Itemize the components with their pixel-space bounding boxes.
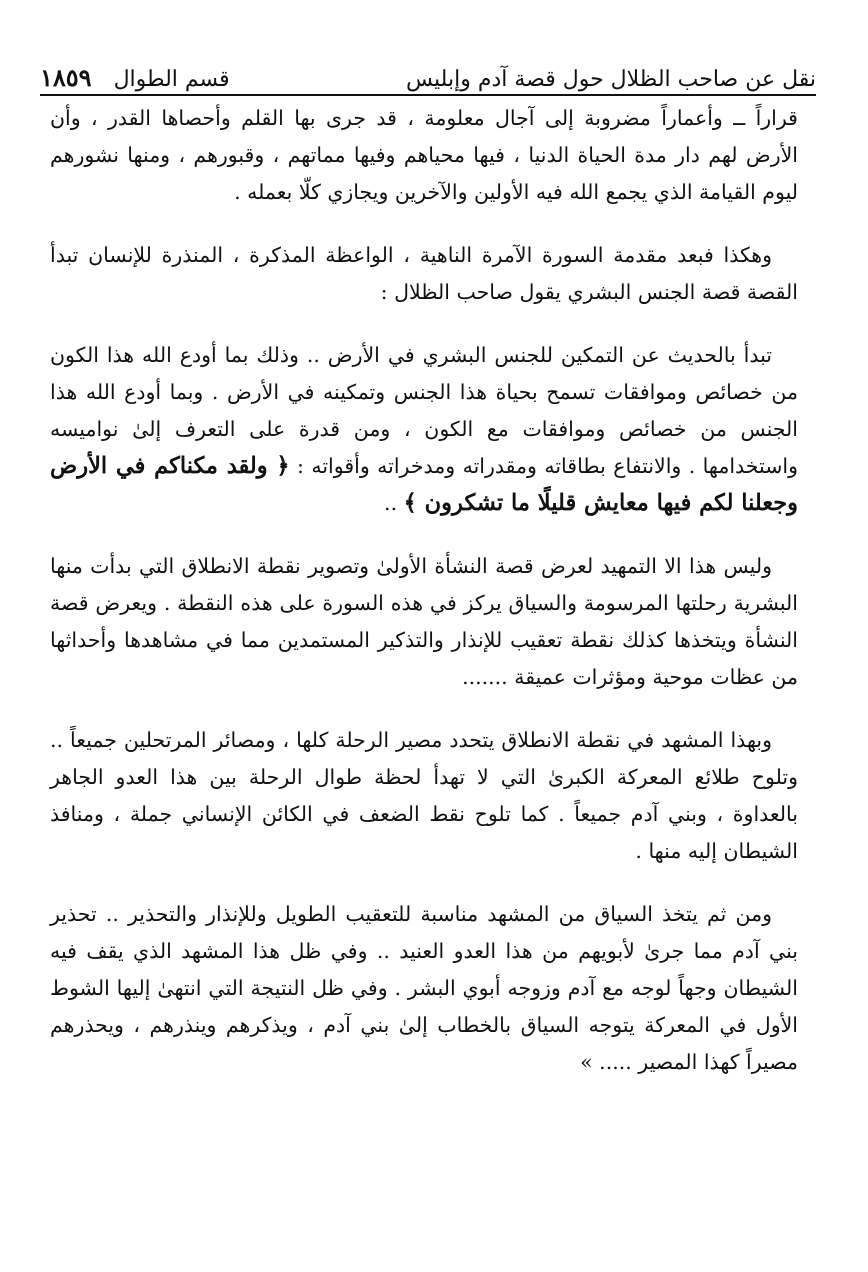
page-header [40,58,816,92]
paragraph-3-after: .. [384,491,398,515]
running-title: نقل عن صاحب الظلال حول قصة آدم وإبليس [406,67,816,92]
page-number: ١٨٥٩ [40,63,92,92]
page-info [40,63,230,92]
paragraph-3 [50,337,798,522]
paragraph-4: وليس هذا الا التمهيد لعرض قصة النشأة الأولىٰ وتصوير نقطة الانطلاق التي بدأت منها البشرية رحلتها المرسومة والسياق يركز في هذه السورة على هذه النقطة . ويعرض قصة النشأة ويتخذها كذلك نقطة تعقيب للإنذار والتذكير المستمدين مما في مشاهدها وأحداثها من عظات موحية ومؤثرات عميقة ....... [50,554,798,689]
section-label: قسم الطوال [113,67,230,92]
body-text [50,100,798,1107]
header-divider [40,94,816,96]
paragraph-5: وبهذا المشهد في نقطة الانطلاق يتحدد مصير الرحلة كلها ، ومصائر المرتحلين جميعاً .. وتلوح طلائع المعركة الكبرىٰ التي لا تهدأ لحظة طوال الرحلة بين هذا العدو الجاهر بالعداوة ، وبني آدم جميعاً . كما تلوح نقط الضعف في الكائن الإنساني جملة ، ومنافذ الشيطان إليه منها . [50,728,798,863]
paragraph-3-text: تبدأ بالحديث عن التمكين للجنس البشري في الأرض .. وذلك بما أودع الله هذا الكون من خصائص وموافقات تسمح بحياة هذا الجنس وتمكينه في الأرض . وبما أودع الله هذا الجنس من خصائص وموافقات مع الكون ، ومن قدرة على التعرف إلىٰ نواميسه واستخدامها . والانتفاع بطاقاته ومقدراته ومدخراته وأقواته : [50,343,798,478]
paragraph-1: قراراً ــ وأعماراً مضروبة إلى آجال معلومة ، قد جرى بها القلم وأحصاها القدر ، وأن الأرض لهم دار مدة الحياة الدنيا ، فيها محياهم وفيها مماتهم ، وقبورهم ، ومنها نشورهم ليوم القيامة الذي يجمع الله فيه الأولين والآخرين ويجازي كلّا بعمله . [50,106,798,204]
quran-verse: ﴿ ولقد مكناكم في الأرض وجعلنا لكم فيها معايش قليلًا ما تشكرون ﴾ [50,453,798,516]
paragraph-6: ومن ثم يتخذ السياق من المشهد مناسبة للتعقيب الطويل وللإنذار والتحذير .. تحذير بني آدم مما جرىٰ لأبويهم من هذا العدو العنيد .. وفي ظل هذا المشهد الذي يقف فيه الشيطان وجهاً لوجه مع آدم وزوجه أبوي البشر . وفي ظل النتيجة التي انتهىٰ إليها الشوط الأول في المعركة يتوجه السياق بالخطاب إلىٰ بني آدم ، ويذكرهم وينذرهم ، ويحذرهم مصيراً كهذا المصير ..... » [50,902,798,1074]
paragraph-2: وهكذا فبعد مقدمة السورة الآمرة الناهية ، الواعظة المذكرة ، المنذرة للإنسان تبدأ القصة قصة الجنس البشري يقول صاحب الظلال : [50,243,798,304]
